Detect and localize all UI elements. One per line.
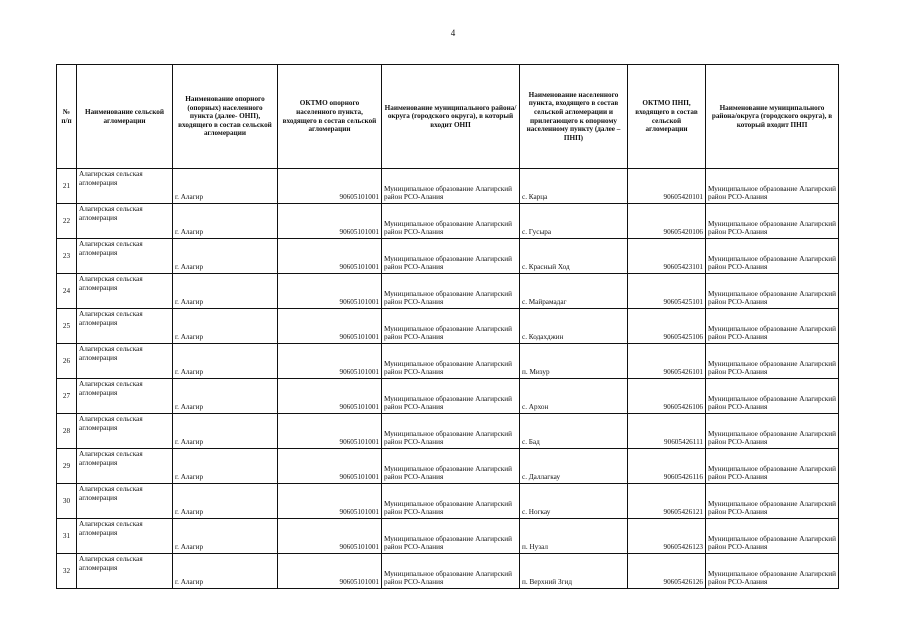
table-body: [57, 169, 839, 589]
table-row: [57, 554, 839, 589]
onp-district: Муниципальное образование Алагирский район РСО-Алания: [382, 344, 520, 379]
pnp-name: с. Карца: [520, 169, 628, 204]
pnp-district: Муниципальное образование Алагирский район РСО-Алания: [706, 554, 839, 589]
onp-district: Муниципальное образование Алагирский район РСО-Алания: [382, 204, 520, 239]
agglomeration-name: Алагирская сельская агломерация: [77, 414, 173, 449]
onp-district: Муниципальное образование Алагирский район РСО-Алания: [382, 274, 520, 309]
onp-name: г. Алагир: [173, 274, 278, 309]
pnp-oktmo: 90605426121: [628, 484, 706, 519]
onp-name: г. Алагир: [173, 414, 278, 449]
pnp-district: Муниципальное образование Алагирский район РСО-Алания: [706, 239, 839, 274]
onp-oktmo: 90605101001: [278, 414, 382, 449]
onp-name: г. Алагир: [173, 484, 278, 519]
table-row: [57, 274, 839, 309]
onp-oktmo: 90605101001: [278, 309, 382, 344]
pnp-oktmo: 90605423101: [628, 239, 706, 274]
page-number: 4: [450, 28, 456, 38]
row-number: 23: [57, 239, 77, 274]
agglomeration-name: Алагирская сельская агломерация: [77, 169, 173, 204]
table-row: [57, 204, 839, 239]
onp-oktmo: 90605101001: [278, 204, 382, 239]
table-row: [57, 379, 839, 414]
pnp-name: с. Архон: [520, 379, 628, 414]
agglomeration-name: Алагирская сельская агломерация: [77, 274, 173, 309]
pnp-district: Муниципальное образование Алагирский район РСО-Алания: [706, 484, 839, 519]
pnp-district: Муниципальное образование Алагирский район РСО-Алания: [706, 204, 839, 239]
onp-oktmo: 90605101001: [278, 519, 382, 554]
pnp-district: Муниципальное образование Алагирский район РСО-Алания: [706, 379, 839, 414]
onp-oktmo: 90605101001: [278, 169, 382, 204]
pnp-district: Муниципальное образование Алагирский район РСО-Алания: [706, 169, 839, 204]
onp-oktmo: 90605101001: [278, 274, 382, 309]
onp-district: Муниципальное образование Алагирский район РСО-Алания: [382, 554, 520, 589]
table-row: [57, 414, 839, 449]
header-pnp-oktmo: ОКТМО ПНП, входящего в состав сельской агломерации: [628, 65, 706, 169]
onp-district: Муниципальное образование Алагирский район РСО-Алания: [382, 484, 520, 519]
pnp-name: п. Мизур: [520, 344, 628, 379]
header-agglomeration: Наименование сельской агломерации: [77, 65, 173, 169]
row-number: 25: [57, 309, 77, 344]
pnp-oktmo: 90605425101: [628, 274, 706, 309]
table-row: [57, 309, 839, 344]
header-num: № п/п: [57, 65, 77, 169]
table-row: [57, 239, 839, 274]
onp-name: г. Алагир: [173, 204, 278, 239]
header-pnp: Наименование населенного пункта, входящего в состав сельской агломерации и прилегающего к опорному населенному пункту (далее – ПНП): [520, 65, 628, 169]
onp-district: Муниципальное образование Алагирский район РСО-Алания: [382, 519, 520, 554]
table-row: [57, 169, 839, 204]
pnp-name: с. Майрамадаг: [520, 274, 628, 309]
row-number: 26: [57, 344, 77, 379]
agglomeration-name: Алагирская сельская агломерация: [77, 344, 173, 379]
onp-name: г. Алагир: [173, 309, 278, 344]
onp-oktmo: 90605101001: [278, 484, 382, 519]
pnp-oktmo: 90605426126: [628, 554, 706, 589]
pnp-district: Муниципальное образование Алагирский район РСО-Алания: [706, 309, 839, 344]
agglomeration-name: Алагирская сельская агломерация: [77, 449, 173, 484]
onp-name: г. Алагир: [173, 239, 278, 274]
onp-district: Муниципальное образование Алагирский район РСО-Алания: [382, 239, 520, 274]
pnp-name: с. Даллагкау: [520, 449, 628, 484]
row-number: 24: [57, 274, 77, 309]
table-row: [57, 484, 839, 519]
agglomeration-name: Алагирская сельская агломерация: [77, 239, 173, 274]
agglomeration-name: Алагирская сельская агломерация: [77, 379, 173, 414]
table-row: [57, 344, 839, 379]
agglomeration-name: Алагирская сельская агломерация: [77, 484, 173, 519]
onp-oktmo: 90605101001: [278, 239, 382, 274]
pnp-district: Муниципальное образование Алагирский район РСО-Алания: [706, 449, 839, 484]
pnp-name: п. Нузал: [520, 519, 628, 554]
agglomeration-name: Алагирская сельская агломерация: [77, 204, 173, 239]
header-row: [57, 65, 839, 169]
onp-name: г. Алагир: [173, 379, 278, 414]
onp-district: Муниципальное образование Алагирский район РСО-Алания: [382, 309, 520, 344]
pnp-oktmo: 90605426101: [628, 344, 706, 379]
pnp-oktmo: 90605426111: [628, 414, 706, 449]
onp-oktmo: 90605101001: [278, 449, 382, 484]
agglomeration-name: Алагирская сельская агломерация: [77, 309, 173, 344]
onp-district: Муниципальное образование Алагирский район РСО-Алания: [382, 169, 520, 204]
onp-name: г. Алагир: [173, 449, 278, 484]
row-number: 32: [57, 554, 77, 589]
table-row: [57, 519, 839, 554]
pnp-name: с. Кодахджин: [520, 309, 628, 344]
table-row: [57, 449, 839, 484]
pnp-oktmo: 90605420106: [628, 204, 706, 239]
pnp-district: Муниципальное образование Алагирский район РСО-Алания: [706, 414, 839, 449]
agglomeration-table: [56, 64, 839, 589]
row-number: 27: [57, 379, 77, 414]
onp-name: г. Алагир: [173, 169, 278, 204]
header-onp: Наименование опорного (опорных) населенного пункта (далее- ОНП), входящего в состав сельской агломерации: [173, 65, 278, 169]
pnp-name: п. Верхний Згид: [520, 554, 628, 589]
pnp-name: с. Гусыра: [520, 204, 628, 239]
onp-oktmo: 90605101001: [278, 344, 382, 379]
row-number: 31: [57, 519, 77, 554]
row-number: 22: [57, 204, 77, 239]
onp-district: Муниципальное образование Алагирский район РСО-Алания: [382, 414, 520, 449]
pnp-district: Муниципальное образование Алагирский район РСО-Алания: [706, 274, 839, 309]
pnp-name: с. Красный Ход: [520, 239, 628, 274]
onp-name: г. Алагир: [173, 519, 278, 554]
pnp-name: с. Бад: [520, 414, 628, 449]
pnp-district: Муниципальное образование Алагирский район РСО-Алания: [706, 519, 839, 554]
pnp-oktmo: 90605426106: [628, 379, 706, 414]
pnp-oktmo: 90605425106: [628, 309, 706, 344]
pnp-oktmo: 90605420101: [628, 169, 706, 204]
row-number: 29: [57, 449, 77, 484]
pnp-name: с. Ногкау: [520, 484, 628, 519]
agglomeration-name: Алагирская сельская агломерация: [77, 519, 173, 554]
row-number: 30: [57, 484, 77, 519]
onp-oktmo: 90605101001: [278, 554, 382, 589]
agglomeration-name: Алагирская сельская агломерация: [77, 554, 173, 589]
pnp-district: Муниципальное образование Алагирский район РСО-Алания: [706, 344, 839, 379]
pnp-oktmo: 90605426123: [628, 519, 706, 554]
onp-district: Муниципальное образование Алагирский район РСО-Алания: [382, 379, 520, 414]
onp-oktmo: 90605101001: [278, 379, 382, 414]
header-onp-district: Наименование муниципального района/округа (городского округа), в который входит ОНП: [382, 65, 520, 169]
row-number: 21: [57, 169, 77, 204]
row-number: 28: [57, 414, 77, 449]
header-onp-oktmo: ОКТМО опорного населенного пункта, входящего в состав сельской агломерации: [278, 65, 382, 169]
onp-district: Муниципальное образование Алагирский район РСО-Алания: [382, 449, 520, 484]
pnp-oktmo: 90605426116: [628, 449, 706, 484]
onp-name: г. Алагир: [173, 344, 278, 379]
header-pnp-district: Наименование муниципального района/округа (городского округа), в который входит ПНП: [706, 65, 839, 169]
onp-name: г. Алагир: [173, 554, 278, 589]
